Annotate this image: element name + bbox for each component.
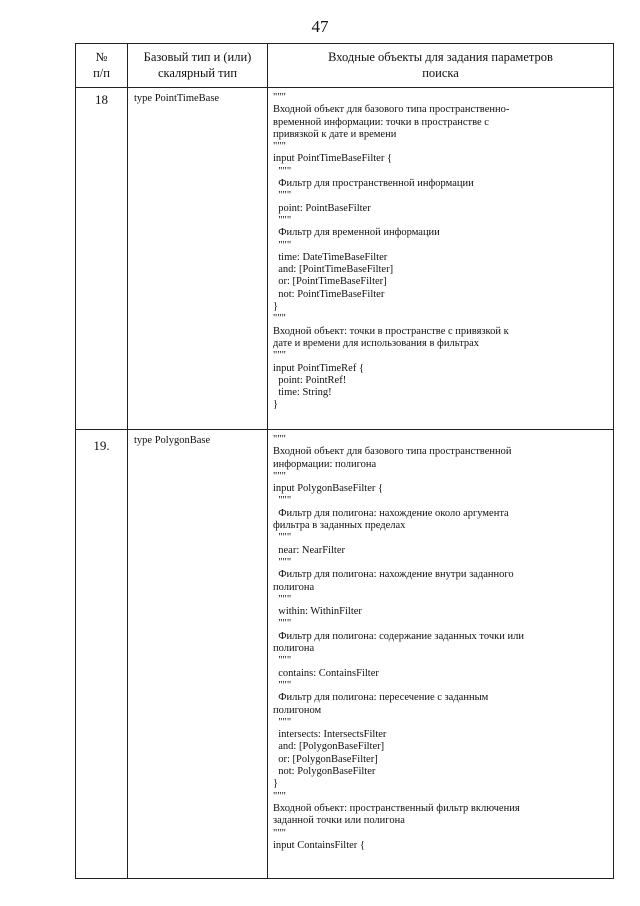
types-table [75,43,614,879]
table-row [76,430,614,879]
row-content: """ Входной объект для базового типа пространственно- временной информации: точки в пространстве с привязкой к дате и времени """ input PointTimeBaseFilter { """ Фильтр для пространственной информации """ point: PointBaseFilter """ Фильтр для временной информации """ time: DateTimeBaseFilter and: [PointTimeBaseFilter] or: [PointTimeBaseFilter] not: PointTimeBaseFilter } """ Входной объект: точки в пространстве с привязкой к дате и времени для использования в фильтрах """ input PointTimeRef { point: PointRef! time: String! } [268,88,614,430]
table-header-row [76,44,614,88]
page-number: 47 [311,17,329,36]
row-content: """ Входной объект для базового типа пространственной информации: полигона """ input PolygonBaseFilter { """ Фильтр для полигона: нахождение около аргумента фильтра в заданных пределах """ near: NearFilter """ Фильтр для полигона: нахождение внутри заданного полигона """ within: WithinFilter """ Фильтр для полигона: содержание заданных точки или полигона """ contains: ContainsFilter """ Фильтр для полигона: пересечение с заданным полигоном """ intersects: IntersectsFilter and: [PolygonBaseFilter] or: [PolygonBaseFilter] not: PolygonBaseFilter } """ Входной объект: пространственный фильтр включения заданной точки или полигона """ input ContainsFilter { [268,430,614,879]
header-base-type: Базовый тип и (или) скалярный тип [128,44,268,88]
table-row [76,88,614,430]
header-input-objects: Входные объекты для задания параметров поиска [268,44,614,88]
header-number: № п/п [76,44,128,88]
row-type: type PolygonBase [128,430,268,879]
row-number: 18 [76,88,128,430]
row-type: type PointTimeBase [128,88,268,430]
row-number: 19. [76,430,128,879]
